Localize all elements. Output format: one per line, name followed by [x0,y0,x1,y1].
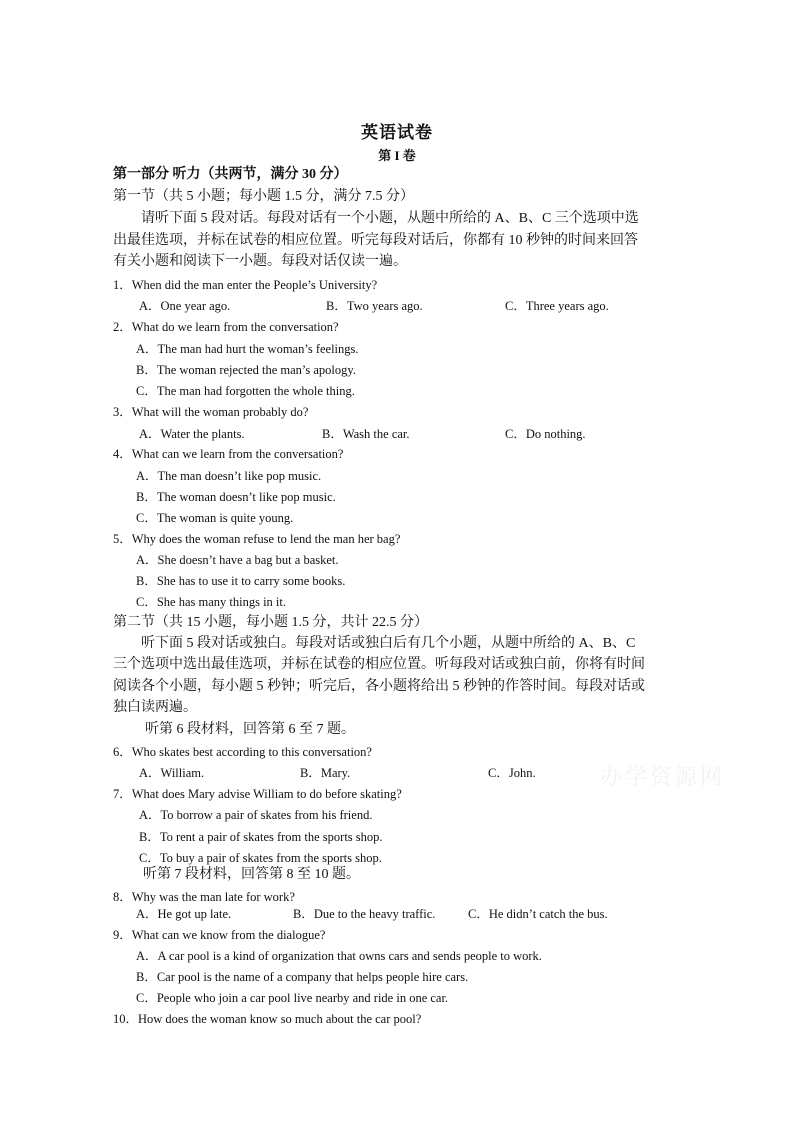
exam-title: 英语试卷 [361,123,433,142]
section2-heading: 第二节（共 15 小题，每小题 1.5 分，共计 22.5 分） [113,615,428,630]
section1-instruction-line: 有关小题和阅读下一小题。每段对话仅读一遍。 [113,254,407,269]
option-b: B．Two years ago. [326,299,423,313]
section2-instruction-line: 三个选项中选出最佳选项，并标在试卷的相应位置。听每段对话或独白前，你将有时间 [113,657,645,672]
question-stem: 8．Why was the man late for work? [113,890,295,904]
option-b: B．Due to the heavy traffic. [293,907,436,921]
material-6-note: 听第 6 段材料，回答第 6 至 7 题。 [145,722,355,737]
option-c: C．People who join a car pool live nearby and ride in one car. [136,991,449,1005]
question-stem: 3．What will the woman probably do? [113,405,309,419]
option-c: C．To buy a pair of skates from the sports shop. [139,851,382,865]
option-c: C．Three years ago. [505,299,609,313]
option-c: C．John. [488,766,536,780]
question-stem: 5．Why does the woman refuse to lend the man her bag? [113,532,401,546]
option-a: A．A car pool is a kind of organization that owns cars and sends people to work. [136,949,542,963]
option-a: A．William. [139,766,205,780]
option-b: B．The woman rejected the man’s apology. [136,363,356,377]
watermark: 办学资源网 [600,764,726,789]
section1-instruction-line: 请听下面 5 段对话。每段对话有一个小题，从题中所给的 A、B、C 三个选项中选 [141,211,639,226]
question-stem: 10．How does the woman know so much about the car pool? [113,1012,422,1026]
option-b: B．To rent a pair of skates from the sports shop. [139,830,383,844]
question-stem: 7．What does Mary advise William to do before skating? [113,787,402,801]
material-7-note: 听第 7 段材料，回答第 8 至 10 题。 [143,867,360,882]
question-stem: 1．When did the man enter the People’s University? [113,278,378,292]
section2-instruction-line: 独白读两遍。 [113,700,197,715]
option-b: B．Car pool is the name of a company that helps people hire cars. [136,970,469,984]
question-stem: 4．What can we learn from the conversation? [113,447,344,461]
option-b: B．The woman doesn’t like pop music. [136,490,336,504]
option-a: A．The man had hurt the woman’s feelings. [136,342,359,356]
option-c: C．He didn’t catch the bus. [468,907,608,921]
option-a: A．The man doesn’t like pop music. [136,469,322,483]
option-a: A．To borrow a pair of skates from his friend. [139,808,373,822]
option-b: B．Mary. [300,766,351,780]
option-a: A．One year ago. [139,299,231,313]
option-c: C．Do nothing. [505,427,586,441]
option-b: B．She has to use it to carry some books. [136,574,346,588]
section2-instruction-line: 听下面 5 段对话或独白。每段对话或独白后有几个小题，从题中所给的 A、B、C [141,636,636,651]
volume-label: 第 I 卷 [378,148,416,163]
question-stem: 9．What can we know from the dialogue? [113,928,326,942]
option-a: A．She doesn’t have a bag but a basket. [136,553,339,567]
option-a: A．Water the plants. [139,427,245,441]
option-a: A．He got up late. [136,907,232,921]
option-b: B．Wash the car. [322,427,410,441]
option-c: C．The man had forgotten the whole thing. [136,384,355,398]
question-stem: 2．What do we learn from the conversation? [113,320,339,334]
option-c: C．The woman is quite young. [136,511,294,525]
section1-heading: 第一节（共 5 小题；每小题 1.5 分，满分 7.5 分） [113,189,414,204]
section2-instruction-line: 阅读各个小题，每小题 5 秒钟；听完后，各小题将给出 5 秒钟的作答时间。每段对话或 [113,679,645,694]
part1-heading: 第一部分 听力（共两节，满分 30 分） [113,167,348,182]
section1-instruction-line: 出最佳选项，并标在试卷的相应位置。听完每段对话后，你都有 10 秒钟的时间来回答 [113,233,638,248]
option-c: C．She has many things in it. [136,595,287,609]
question-stem: 6．Who skates best according to this conversation? [113,745,372,759]
